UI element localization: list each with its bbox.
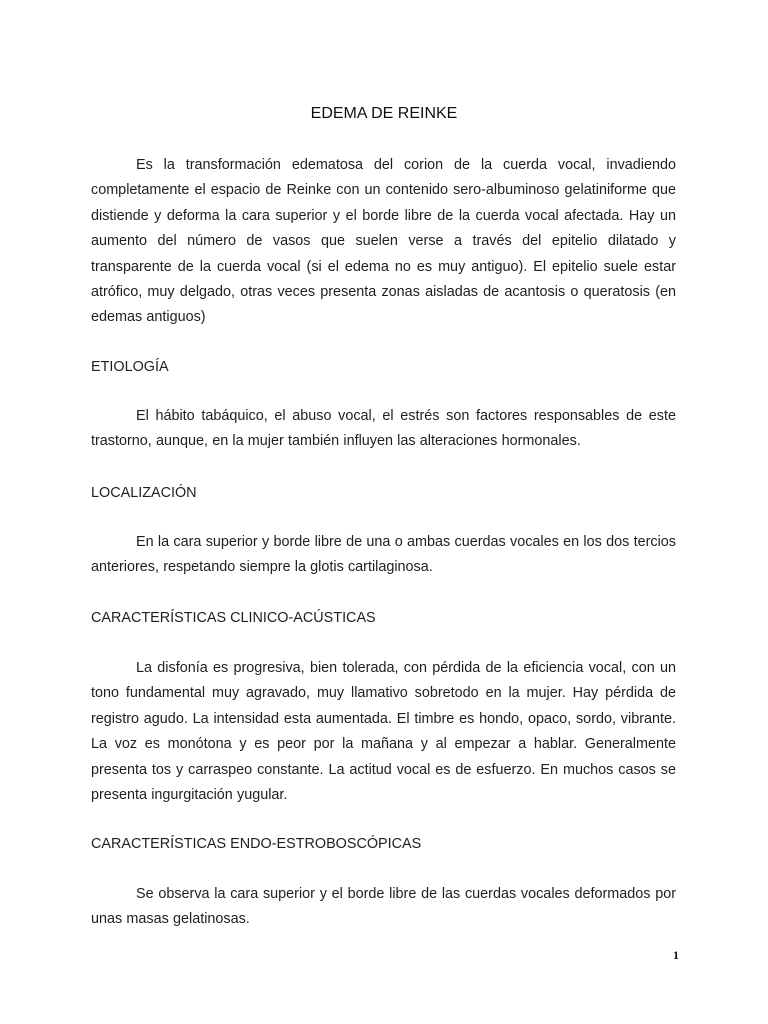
paragraph-localizacion: En la cara superior y borde libre de una o ambas cuerdas vocales en los dos tercios anteriores, respetando siempre la glotis cartilaginosa. bbox=[91, 534, 676, 576]
heading-localizacion: LOCALIZACIÓN bbox=[91, 485, 197, 501]
heading-etiologia: ETIOLOGÍA bbox=[91, 359, 169, 375]
page-number: 1 bbox=[673, 948, 679, 962]
document-title: EDEMA DE REINKE bbox=[310, 105, 458, 122]
intro-paragraph: Es la transformación edematosa del corion de la cuerda vocal, invadiendo completamente el espacio de Reinke con un contenido sero-albuminoso gelatiniforme que distiende y deforma la cara superior y el borde libre de la cuerda vocal afectada. Hay un aumento del número de vasos que suelen verse a través del epitelio dilatado y transparente de la cuerda vocal (si el edema no es muy antiguo). El epitelio suele estar atrófico, muy delgado, otras veces presenta zonas aisladas de acantosis o queratosis (en edemas antiguos) bbox=[91, 157, 676, 326]
heading-caracteristicas-clinico-acusticas: CARACTERÍSTICAS CLINICO-ACÚSTICAS bbox=[91, 610, 376, 626]
paragraph-etiologia: El hábito tabáquico, el abuso vocal, el estrés son factores responsables de este trastorno, aunque, en la mujer también influyen las alteraciones hormonales. bbox=[91, 408, 676, 450]
heading-caracteristicas-endo-estroboscopicas: CARACTERÍSTICAS ENDO-ESTROBOSCÓPICAS bbox=[91, 836, 422, 852]
paragraph-caracteristicas-clinico-acusticas: La disfonía es progresiva, bien tolerada, con pérdida de la eficiencia vocal, con un tono fundamental muy agravado, muy llamativo sobretodo en la mujer. Hay pérdida de registro agudo. La intensidad esta aumentada. El timbre es hondo, opaco, sordo, vibrante. La voz es monótona y es peor por la mañana y al empezar a hablar. Generalmente presenta tos y carraspeo constante. La actitud vocal es de esfuerzo. En muchos casos se presenta ingurgitación yugular. bbox=[91, 660, 676, 804]
paragraph-caracteristicas-endo-estroboscopicas: Se observa la cara superior y el borde libre de las cuerdas vocales deformados por unas masas gelatinosas. bbox=[91, 886, 676, 928]
